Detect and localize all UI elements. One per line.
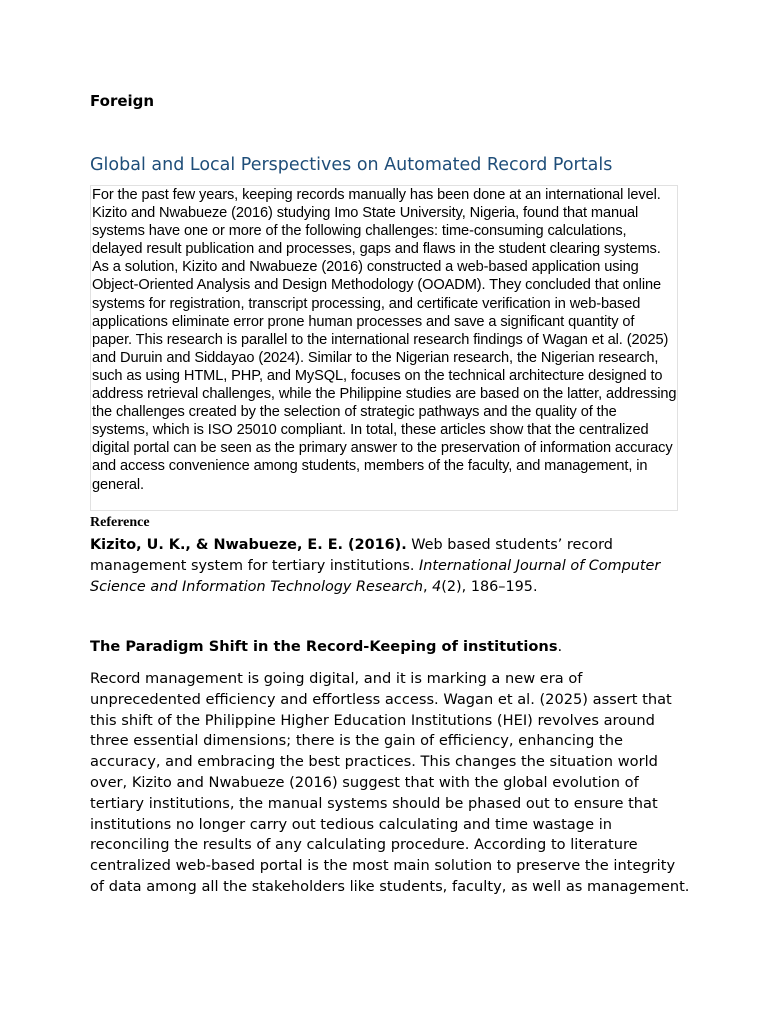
citation-volume: 4	[432, 579, 442, 595]
paradigm-heading	[90, 638, 562, 655]
citation-authors: Kizito, U. K., & Nwabueze, E. E. (2016).	[90, 537, 407, 553]
paradigm-heading-text: The Paradigm Shift in the Record-Keeping of institutions	[90, 638, 558, 655]
citation-journal: International Journal of Computer Science and Information Technology Research	[90, 558, 661, 595]
reference-label: Reference	[90, 515, 150, 530]
paradigm-body: Record management is going digital, and it is marking a new era of unprecedented efficiency and effortless access. Wagan et al. (2025) assert that this shift of the Philippine Higher Education Institutions (HEI) revolves around three essential dimensions; there is the gain of efficiency, enhancing the accuracy, and embracing the best practices. This changes the situation world over, Kizito and Nwabueze (2016) suggest that with the global evolution of tertiary institutions, the manual systems should be phased out to ensure that institutions no longer carry out tedious calculating and time wastage in reconciling the results of any calculating procedure. According to literature centralized web-based portal is the most main solution to preserve the integrity of data among all the stakeholders like students, faculty, as well as management.	[90, 670, 690, 895]
citation-issue-pages: (2), 186–195.	[441, 579, 538, 595]
paragraph-text-box[interactable]	[90, 185, 678, 511]
citation-title: Web based students’ record management system for tertiary institutions.	[90, 537, 613, 574]
section-label: Foreign	[90, 92, 155, 110]
box-paragraph: For the past few years, keeping records manually has been done at an international level. Kizito and Nwabueze (2016) studying Imo State University, Nigeria, found that manual systems have one or more of the following challenges: time-consuming calculations, delayed result publication and processes, gaps and flaws in the student clearing systems. As a solution, Kizito and Nwabueze (2016) constructed a web-based application using Object-Oriented Analysis and Design Methodology (OOADM). They concluded that online systems for registration, transcript processing, and certificate verification in web-based applications eliminate error prone human processes and save a significant quantity of paper. This research is parallel to the international research findings of Wagan et al. (2025) and Duruin and Siddayao (2024). Similar to the Nigerian research, the Nigerian research, such as using HTML, PHP, and MySQL, focuses on the technical architecture designed to address retrieval challenges, while the Philippine studies are based on the latter, addressing the challenges created by the selection of strategic pathways and the quality of the systems, which is ISO 25010 compliant. In total, these articles show that the centralized digital portal can be seen as the primary answer to the preservation of information accuracy and access convenience among students, members of the faculty, and management, in general.	[92, 187, 677, 493]
paradigm-heading-period: .	[557, 638, 563, 655]
reference-citation	[90, 535, 690, 598]
subheading: Global and Local Perspectives on Automated Record Portals	[90, 155, 613, 175]
citation-comma: ,	[422, 579, 433, 595]
